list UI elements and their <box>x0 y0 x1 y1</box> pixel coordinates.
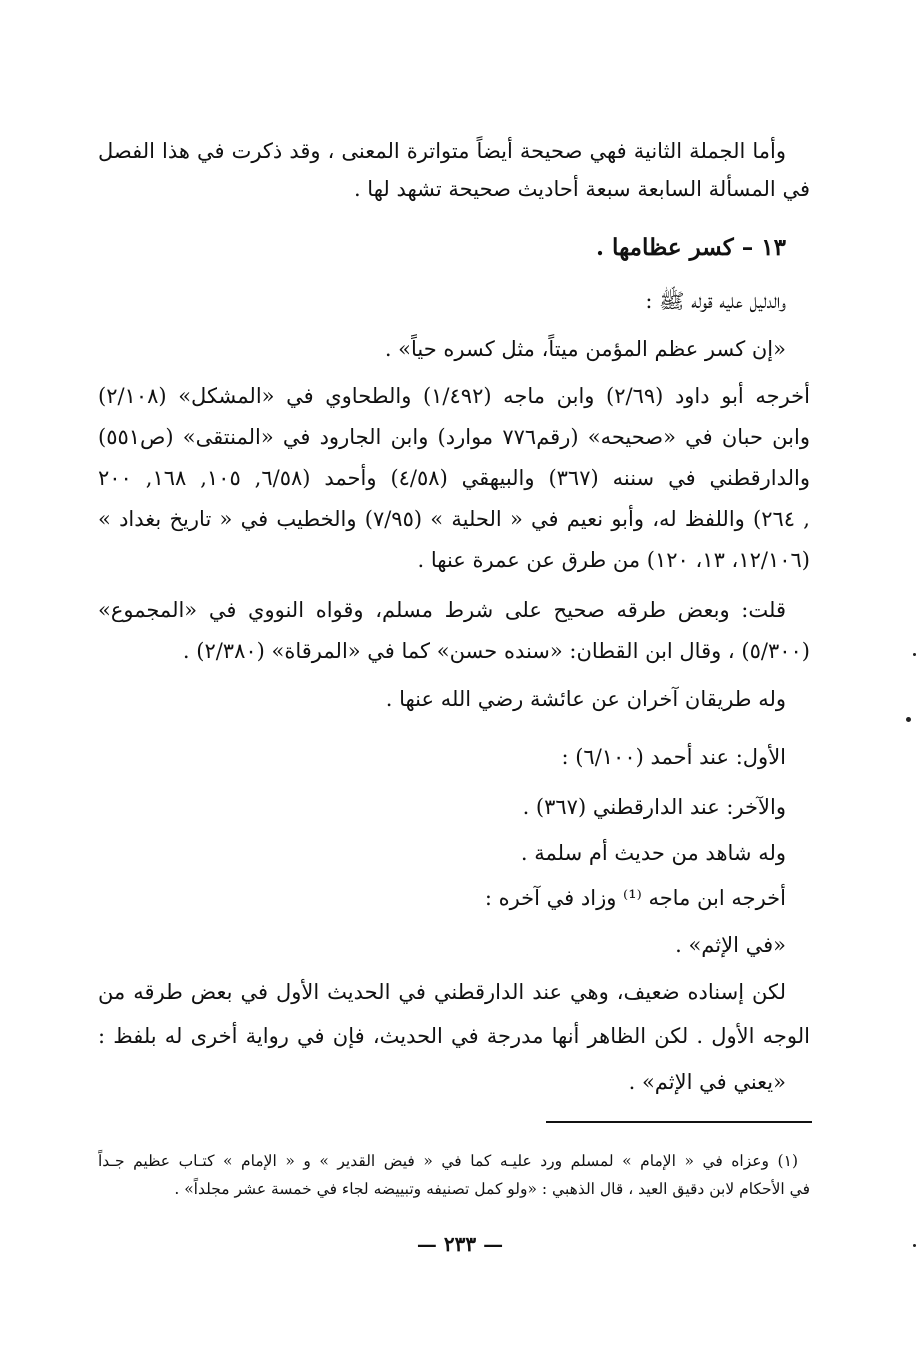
scan-speck <box>913 1244 916 1247</box>
addition-text: «في الإثم» . <box>675 933 786 957</box>
footnote-line-1: (١) وعزاه في « الإمام » لمسلم ورد عليـه كما في « فيض القدير » و « الإمام » كتـاب عظيم جـداً <box>98 1152 798 1170</box>
takhrij-line-5: (١٢/١٠٦، ١٣، ١٢٠) من طرق عن عمرة عنها . <box>417 548 810 572</box>
ibn-majah-addition: أخرجه ابن ماجه ⁽¹⁾ وزاد في آخره : <box>484 886 786 910</box>
two-paths-text: وله طريقان آخران عن عائشة رضي الله عنها . <box>385 687 786 711</box>
hadith-text: «إن كسر عظم المؤمن ميتاً، مثل كسره حياً» . <box>384 337 786 361</box>
paragraph-1-line-1: وأما الجملة الثانية فهي صحيحة أيضاً متواترة المعنى ، وقد ذكرت في هذا الفصل <box>98 139 786 163</box>
takhrij-line-3: والدارقطني في سننه (٣٦٧) والبيهقي (٤/٥٨) وأحمد (٦/٥٨, ١٠٥, ١٦٨, ٢٠٠ <box>98 466 810 490</box>
section-heading: ١٣ – كسر عظامها . <box>596 234 786 261</box>
qultu-line-1: قلت: وبعض طرقه صحيح على شرط مسلم، وقواه النووي في «المجموع» <box>98 598 786 622</box>
takhrij-line-4: , ٢٦٤) واللفظ له، وأبو نعيم في « الحلية » (٧/٩٥) والخطيب في « تاريخ بغداد » <box>98 507 810 531</box>
page-number: — ٢٣٣ — <box>416 1232 504 1256</box>
weak-line-1: لكن إسناده ضعيف، وهي عند الدارقطني في الحديث الأول في بعض طرقه من <box>98 980 786 1004</box>
yani-text: «يعني في الإثم» . <box>628 1070 786 1094</box>
takhrij-line-1: أخرجه أبو داود (٢/٦٩) وابن ماجه (١/٤٩٢) والطحاوي في «المشكل» (٢/١٠٨) <box>98 384 810 408</box>
path-first: الأول: عند أحمد (٦/١٠٠) : <box>561 745 786 769</box>
footnote-line-2: في الأحكام لابن دقيق العيد ، قال الذهبي : «ولو كمل تصنيفه وتبييضه لجاء في خمسة عشر مجلداً» . <box>174 1180 810 1198</box>
weak-line-2: الوجه الأول . لكن الظاهر أنها مدرجة في الحديث، فإن في رواية أخرى له بلفظ : <box>98 1024 810 1048</box>
footnote-separator <box>546 1121 812 1123</box>
scan-speck <box>906 717 911 722</box>
evidence-intro: والدليل عليه قوله ﷺ : <box>645 289 786 313</box>
path-second: والآخر: عند الدارقطني (٣٦٧) . <box>522 795 786 819</box>
scan-speck <box>913 653 916 656</box>
witness-text: وله شاهد من حديث أم سلمة . <box>520 841 786 865</box>
takhrij-line-2: وابن حبان في «صحيحه» (رقم٧٧٦ موارد) وابن الجارود في «المنتقى» (ص٥٥١) <box>98 425 810 449</box>
paragraph-1-line-2: في المسألة السابعة سبعة أحاديث صحيحة تشهد لها . <box>353 177 810 201</box>
qultu-line-2: (٥/٣٠٠) ، وقال ابن القطان: «سنده حسن» كما في «المرقاة» (٢/٣٨٠) . <box>182 639 810 663</box>
